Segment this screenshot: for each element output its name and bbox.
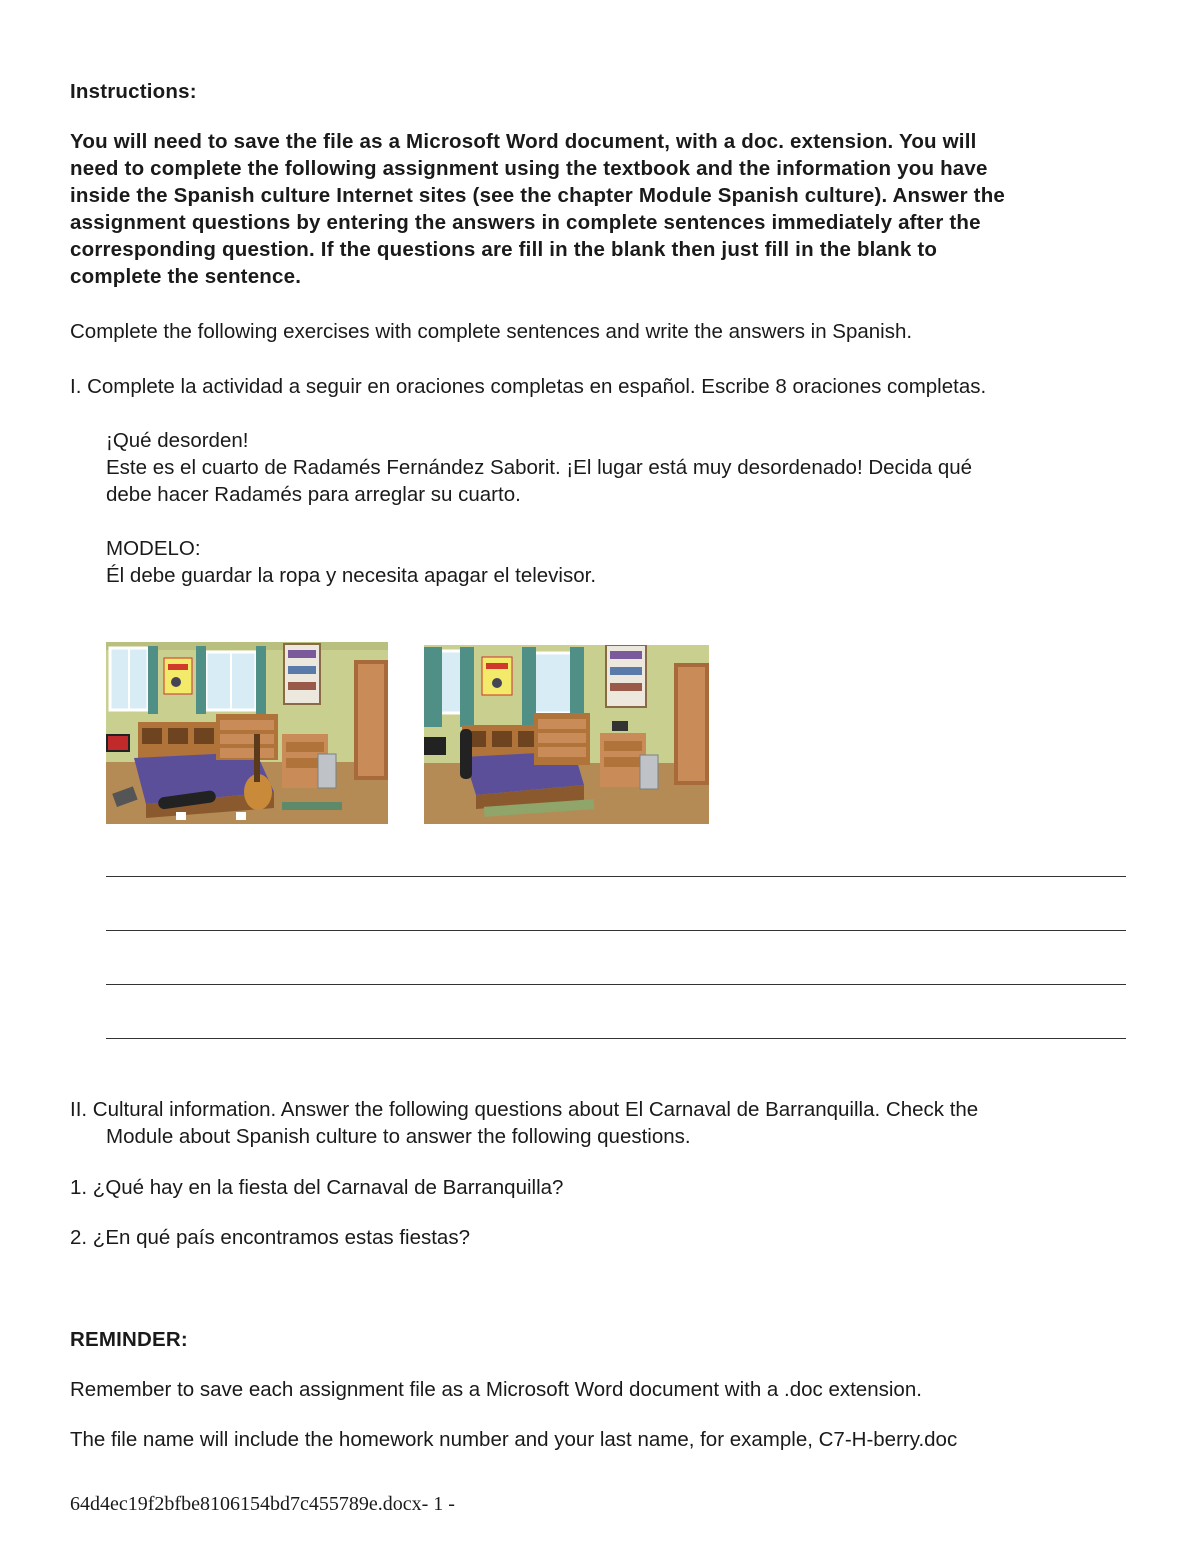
instructions-line: corresponding question. If the questions are fill in the blank then just fill in the blank to bbox=[70, 238, 938, 261]
reminder-line2: The file name will include the homework number and your last name, for example, C7-H-berry.doc bbox=[70, 1428, 958, 1451]
section2-title-line1: II. Cultural information. Answer the following questions about El Carnaval de Barranquilla. Check the bbox=[70, 1098, 979, 1121]
messy-room-image bbox=[106, 642, 388, 824]
answer-line[interactable] bbox=[106, 984, 1126, 985]
instructions-body bbox=[70, 128, 1150, 290]
section2-title-line2: Module about Spanish culture to answer the following questions. bbox=[106, 1125, 691, 1148]
section1-exclaim: ¡Qué desorden! bbox=[106, 429, 249, 452]
model-label: MODELO: bbox=[106, 537, 201, 560]
question-2: 2. ¿En qué país encontramos estas fiestas? bbox=[70, 1226, 470, 1249]
answer-line[interactable] bbox=[106, 876, 1126, 877]
answer-line[interactable] bbox=[106, 1038, 1126, 1039]
instructions-line: inside the Spanish culture Internet sites (see the chapter Module Spanish culture). Answer the bbox=[70, 184, 1006, 207]
intro-text: Complete the following exercises with complete sentences and write the answers in Spanish. bbox=[70, 320, 913, 343]
section1-desc-line2: debe hacer Radamés para arreglar su cuarto. bbox=[106, 483, 521, 506]
section1-title: I. Complete la actividad a seguir en oraciones completas en español. Escribe 8 oraciones completas. bbox=[70, 375, 987, 398]
question-1: 1. ¿Qué hay en la fiesta del Carnaval de Barranquilla? bbox=[70, 1176, 564, 1199]
instructions-heading: Instructions: bbox=[70, 80, 197, 103]
instructions-line: assignment questions by entering the answers in complete sentences immediately after the bbox=[70, 211, 981, 234]
instructions-line: need to complete the following assignment using the textbook and the information you have bbox=[70, 157, 988, 180]
reminder-heading: REMINDER: bbox=[70, 1328, 188, 1351]
instructions-line: complete the sentence. bbox=[70, 265, 302, 288]
instructions-line: You will need to save the file as a Microsoft Word document, with a doc. extension. You will bbox=[70, 130, 977, 153]
section1-desc-line1: Este es el cuarto de Radamés Fernández Saborit. ¡El lugar está muy desordenado! Decida qué bbox=[106, 456, 973, 479]
page-footer: 64d4ec19f2bfbe8106154bd7c455789e.docx- 1 - bbox=[70, 1493, 455, 1515]
reminder-line1: Remember to save each assignment file as a Microsoft Word document with a .doc extension. bbox=[70, 1378, 922, 1401]
tidy-room-image bbox=[424, 645, 709, 824]
answer-line[interactable] bbox=[106, 930, 1126, 931]
model-sentence: Él debe guardar la ropa y necesita apagar el televisor. bbox=[106, 564, 597, 587]
